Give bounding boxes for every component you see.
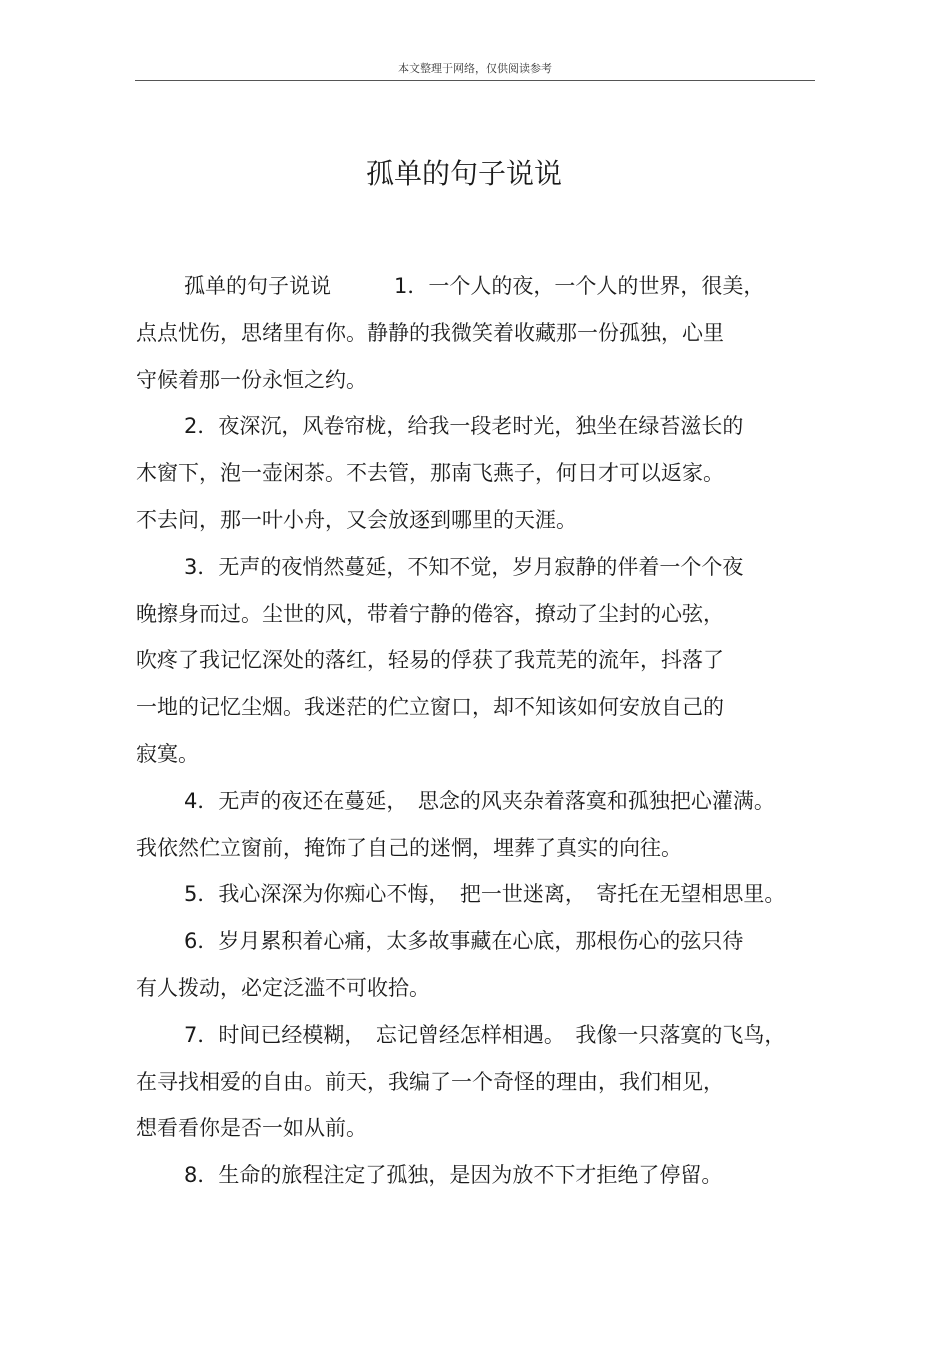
body-line: 2．夜深沉，风卷帘栊，给我一段老时光，独坐在绿苔滋长的 [184, 414, 744, 439]
body-line: 一地的记忆尘烟。我迷茫的伫立窗口，却不知该如何安放自己的 [136, 695, 724, 720]
body-line: 在寻找相爱的自由。前天，我编了一个奇怪的理由，我们相见， [136, 1069, 724, 1094]
header-divider [135, 80, 815, 81]
header-note: 本文整理于网络，仅供阅读参考 [398, 62, 552, 75]
document-body [136, 268, 816, 1204]
document-title: 孤单的句子说说 [365, 157, 562, 190]
body-line: 想看看你是否一如从前。 [136, 1116, 367, 1141]
body-line: 吹疼了我记忆深处的落红，轻易的俘获了我荒芜的流年，抖落了 [136, 648, 724, 673]
body-line: 6．岁月累积着心痛，太多故事藏在心底，那根伤心的弦只待 [184, 929, 744, 954]
body-line: 有人拨动，必定泛滥不可收拾。 [136, 975, 430, 1000]
body-line: 7．时间已经模糊， 忘记曾经怎样相遇。 我像一只落寞的飞鸟， [184, 1022, 786, 1047]
body-line: 4．无声的夜还在蔓延， 思念的风夹杂着落寞和孤独把心灌满。 [184, 788, 775, 813]
body-line: 我依然伫立窗前，掩饰了自己的迷惘，埋葬了真实的向往。 [136, 835, 682, 860]
body-line: 寂寞。 [136, 741, 199, 766]
body-line: 木窗下，泡一壶闲茶。不去管，那南飞燕子，何日才可以返家。 [136, 461, 724, 486]
body-line: 点点忧伤，思绪里有你。静静的我微笑着收藏那一份孤独，心里 [136, 320, 724, 345]
body-line: 8．生命的旅程注定了孤独，是因为放不下才拒绝了停留。 [184, 1163, 723, 1188]
body-line: 晚擦身而过。尘世的风，带着宁静的倦容，撩动了尘封的心弦， [136, 601, 724, 626]
body-line: 5．我心深深为你痴心不悔， 把一世迷离， 寄托在无望相思里。 [184, 882, 786, 907]
body-line: 守候着那一份永恒之约。 [136, 367, 367, 392]
body-line: 孤单的句子说说 1．一个人的夜，一个人的世界，很美， [184, 274, 765, 298]
body-line: 不去问，那一叶小舟，又会放逐到哪里的天涯。 [136, 507, 577, 532]
body-line: 3．无声的夜悄然蔓延，不知不觉，岁月寂静的伴着一个个夜 [184, 554, 744, 579]
